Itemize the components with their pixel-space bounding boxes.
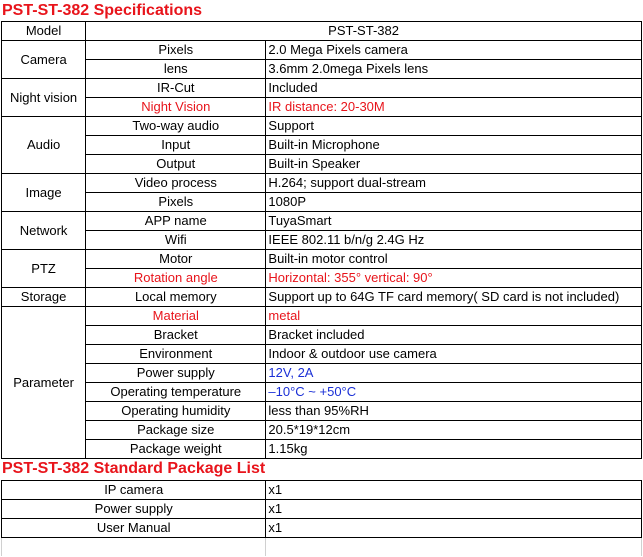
spec-item: Output [86, 155, 266, 174]
spec-item: Rotation angle [86, 269, 266, 288]
table-row [2, 231, 642, 250]
spec-value: 12V, 2A [266, 364, 642, 383]
table-row [2, 136, 642, 155]
spec-value: 2.0 Mega Pixels camera [266, 41, 642, 60]
spec-value: IR distance: 20-30M [266, 98, 642, 117]
table-row [2, 307, 642, 326]
empty-cell [266, 538, 642, 557]
spec-value: less than 95%RH [266, 402, 642, 421]
spec-value: Support up to 64G TF card memory( SD card is not included) [266, 288, 642, 307]
spec-value: 1080P [266, 193, 642, 212]
spec-value: Built-in motor control [266, 250, 642, 269]
table-row [2, 250, 642, 269]
spec-value: metal [266, 307, 642, 326]
table-row [2, 326, 642, 345]
spec-value: Included [266, 79, 642, 98]
package-item: IP camera [2, 481, 266, 500]
spec-value: Support [266, 117, 642, 136]
spec-item: Pixels [86, 41, 266, 60]
table-row [2, 212, 642, 231]
table-row [2, 60, 642, 79]
spec-value: TuyaSmart [266, 212, 642, 231]
package-item: Power supply [2, 500, 266, 519]
spec-value: 20.5*19*12cm [266, 421, 642, 440]
spec-value: 3.6mm 2.0mega Pixels lens [266, 60, 642, 79]
package-table [1, 480, 642, 556]
spec-value: H.264; support dual-stream [266, 174, 642, 193]
table-row [2, 41, 642, 60]
group-storage: Storage [2, 288, 86, 307]
spec-value: 1.15kg [266, 440, 642, 459]
table-row [2, 345, 642, 364]
table-row [2, 269, 642, 288]
group-ptz: PTZ [2, 250, 86, 288]
table-row [2, 402, 642, 421]
spec-item: Local memory [86, 288, 266, 307]
spec-item: Package size [86, 421, 266, 440]
spec-table [1, 21, 642, 459]
table-row [2, 440, 642, 459]
table-row [2, 421, 642, 440]
spec-item: Bracket [86, 326, 266, 345]
spec-item: Pixels [86, 193, 266, 212]
table-row [2, 481, 642, 500]
package-qty: x1 [266, 481, 642, 500]
empty-cell [2, 538, 266, 557]
model-value: PST-ST-382 [86, 22, 642, 41]
spec-item: Motor [86, 250, 266, 269]
spec-item: IR-Cut [86, 79, 266, 98]
spec-value: Indoor & outdoor use camera [266, 345, 642, 364]
group-network: Network [2, 212, 86, 250]
model-label: Model [2, 22, 86, 41]
package-qty: x1 [266, 519, 642, 538]
spec-item: Environment [86, 345, 266, 364]
package-item: User Manual [2, 519, 266, 538]
spec-value: Built-in Speaker [266, 155, 642, 174]
spec-item: APP name [86, 212, 266, 231]
spec-item: Operating temperature [86, 383, 266, 402]
table-row [2, 98, 642, 117]
table-row [2, 174, 642, 193]
package-qty: x1 [266, 500, 642, 519]
spec-value: Horizontal: 355° vertical: 90° [266, 269, 642, 288]
spec-item: lens [86, 60, 266, 79]
table-row [2, 22, 642, 41]
table-row [2, 500, 642, 519]
table-row [2, 117, 642, 136]
spec-item: Operating humidity [86, 402, 266, 421]
spec-value: –10°C ~ +50°C [266, 383, 642, 402]
group-camera: Camera [2, 41, 86, 79]
spec-value: Bracket included [266, 326, 642, 345]
table-row [2, 155, 642, 174]
table-row [2, 193, 642, 212]
empty-row [2, 538, 642, 557]
spec-item: Night Vision [86, 98, 266, 117]
spec-item: Wifi [86, 231, 266, 250]
group-night-vision: Night vision [2, 79, 86, 117]
spec-item: Two-way audio [86, 117, 266, 136]
spec-item: Input [86, 136, 266, 155]
spec-item: Power supply [86, 364, 266, 383]
group-audio: Audio [2, 117, 86, 174]
table-row [2, 79, 642, 98]
spec-item: Video process [86, 174, 266, 193]
table-row [2, 364, 642, 383]
spec-title: PST-ST-382 Specifications [2, 2, 203, 19]
spec-item: Material [86, 307, 266, 326]
table-row [2, 383, 642, 402]
group-image: Image [2, 174, 86, 212]
spec-value: Built-in Microphone [266, 136, 642, 155]
group-parameter: Parameter [2, 307, 86, 459]
package-title: PST-ST-382 Standard Package List [2, 460, 266, 477]
table-row [2, 519, 642, 538]
table-row [2, 288, 642, 307]
spec-item: Package weight [86, 440, 266, 459]
spec-value: IEEE 802.11 b/n/g 2.4G Hz [266, 231, 642, 250]
